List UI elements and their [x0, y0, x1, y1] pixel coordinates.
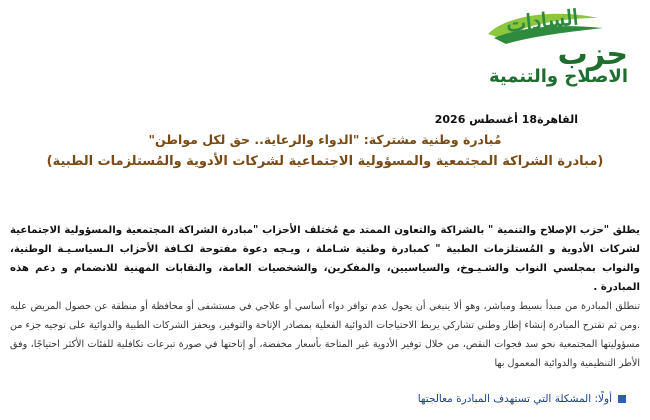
- body-paragraph: تنطلق المبادرة من مبدأ بسيط ومباشر، وهو ألا ينبغي أن يحول عدم توافر دواء أساسي أو علاجي في مستشفى أو محافظة أو منطقة عن حصول المريض عليه .ومن ثم تقترح المبادرة إنشاء إطار وطني تشاركي يربط الاحتياجات الدوائية الفعلية بمصادر الإتاحة والتوفير، ويحفز الشركات الطبية والدوائية على توجيه جزء من مسؤوليتها المجتمعية نحو سد فجوات النقص، من خلال توفير الأدوية غير المتاحة بأسعار مخفضة، أو إتاحتها في صورة تبرعات تكافلية للفئات الأكثر احتياجًا، وفق الأطر التنظيمية والدوائية المعمول بها: [10, 300, 640, 369]
- party-logo: [428, 4, 628, 96]
- section-heading: [418, 393, 626, 405]
- logo-party-name: الاصلاح والتنمية: [488, 66, 628, 87]
- intro-paragraph: يطلق "حزب الإصلاح والتنمية " بالشراكة والتعاون الممتد مع مُختلف الأحزاب "مبادرة الشراكة المجتمعية والمسؤولية الاجتماعية لشركات الأدوية و المُستلزمات الطبية " كمبادرة وطنية شـاملة ، ويـجه دعوة مفتوحة لكـافة الأحزاب الـسياسـيـة الوطنية، والنواب بمجلسي النواب والشـيـوخ، والسياسيين، والمفكرين، والشخصيات العامة، والنقابات المهنية للانضمام و دعم هذه المبادرة .: [10, 225, 640, 294]
- logo-tagline: السادات: [504, 4, 580, 37]
- page-subtitle: (مبادرة الشراكة المجتمعية والمسؤولية الاجتماعية لشركات الأدوية والمُستلزمات الطبية): [46, 154, 604, 169]
- dateline: القاهرة18 أغسطس 2026: [434, 113, 578, 126]
- section-heading-text: أولًا: المشكلة التي تستهدف المبادرة معالجتها: [417, 393, 612, 405]
- square-bullet-icon: [618, 395, 626, 403]
- page-title: مُبادرة وطنية مشتركة: "الدواء والرعاية.. حق لكل مواطن": [148, 132, 502, 147]
- logo-party-word: حزب: [557, 37, 628, 72]
